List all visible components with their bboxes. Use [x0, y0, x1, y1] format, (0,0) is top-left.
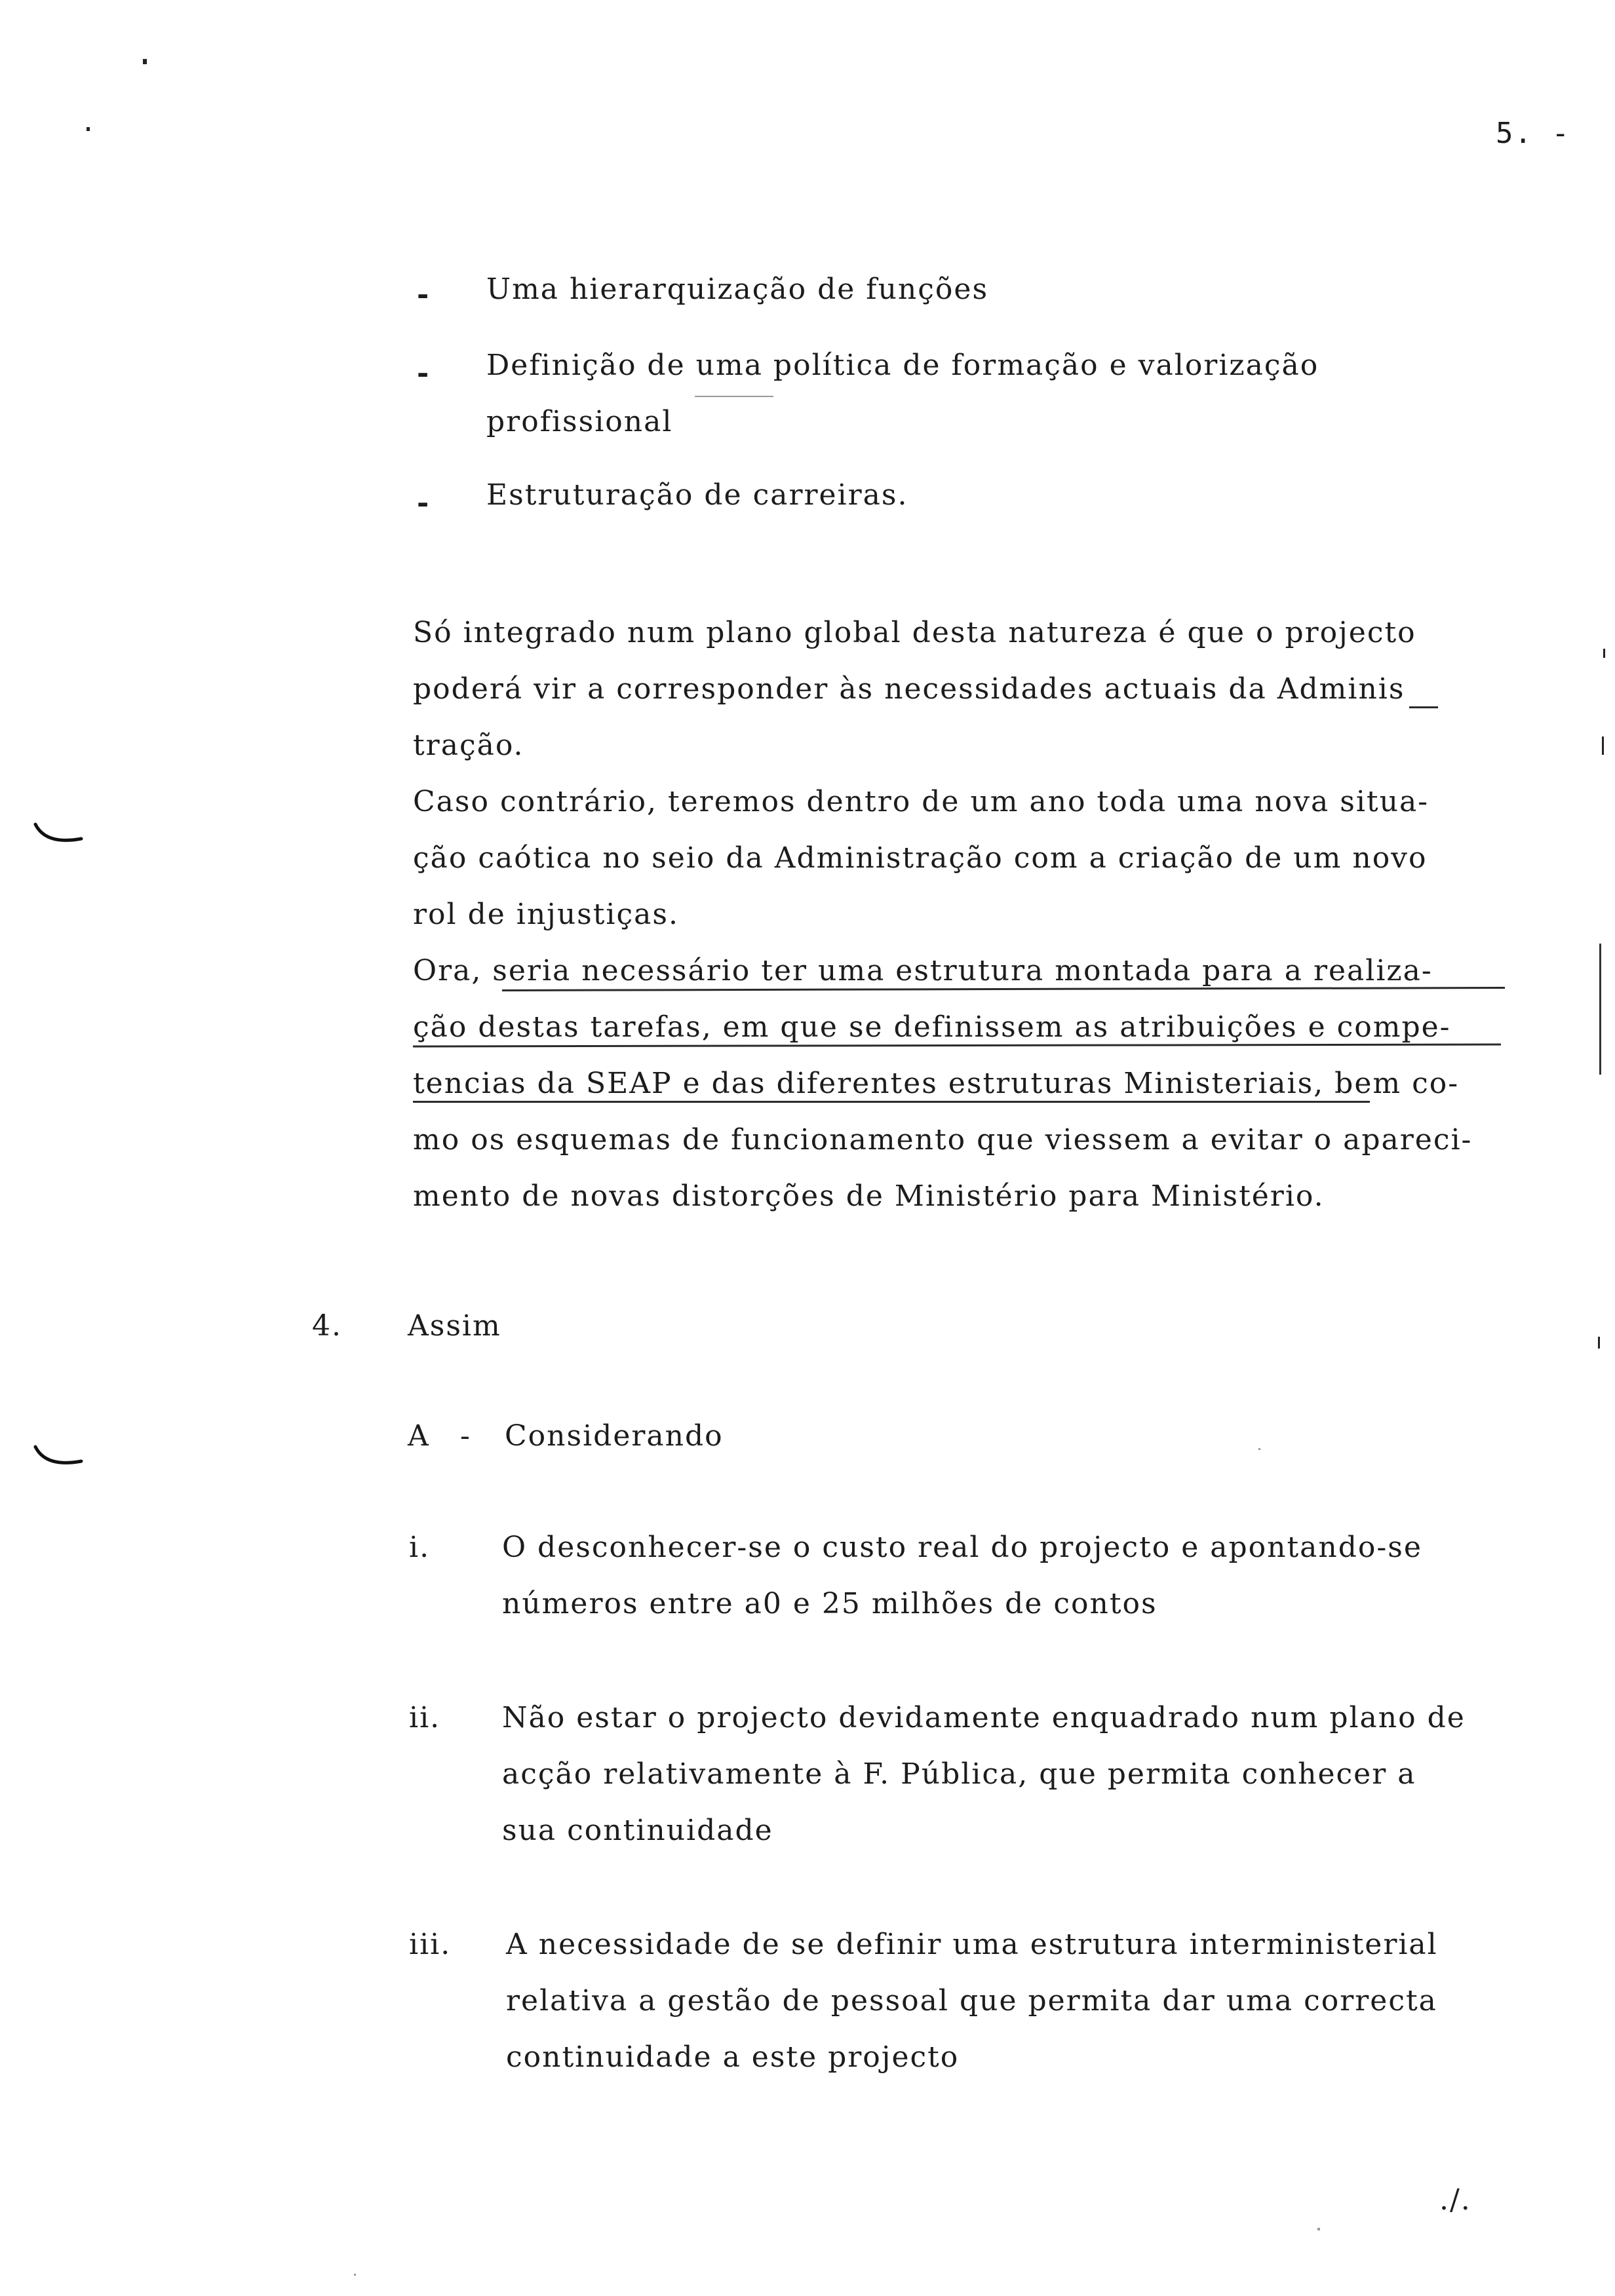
item-text: acção relativamente à F. Pública, que permita conhecer a [502, 1757, 1416, 1791]
speck-mark [143, 59, 147, 64]
item-numeral: i. [409, 1531, 431, 1564]
bullet-text: Definição de uma política de formação e valorização [486, 349, 1319, 382]
sub-letter: A [408, 1419, 430, 1453]
paragraph-line: ção caótica no seio da Administração com a criação de um novo [413, 841, 1428, 875]
handwritten-underline [1409, 706, 1438, 708]
paragraph-line: ção destas tarefas, em que se definissem as atribuições e compe- [413, 1010, 1451, 1044]
sub-dash: - [460, 1419, 471, 1453]
margin-mark [1598, 1337, 1600, 1349]
faint-mark [1258, 1448, 1260, 1450]
bullet-dash: - [417, 356, 429, 390]
paragraph-line: rol de injustiças. [413, 898, 679, 931]
bullet-text: Estruturação de carreiras. [486, 478, 908, 512]
paragraph-line: tencias da SEAP e das diferentes estruturas Ministeriais, bem co- [413, 1067, 1460, 1100]
faint-mark [695, 396, 773, 397]
item-text: O desconhecer-se o custo real do projecto e apontando-se [502, 1531, 1422, 1564]
paragraph-line: Caso contrário, teremos dentro de um ano toda uma nova situa- [413, 785, 1430, 818]
page-number: 5. - [1496, 117, 1570, 150]
bullet-dash: - [417, 278, 429, 311]
item-text: sua continuidade [502, 1814, 773, 1847]
handwritten-underline [413, 1101, 1370, 1103]
margin-mark [1603, 649, 1605, 658]
margin-bracket [33, 1442, 85, 1474]
speck-mark [87, 127, 90, 131]
faint-mark [1317, 2228, 1320, 2230]
continuation-mark: ./. [1439, 2183, 1471, 2217]
bullet-text: Uma hierarquização de funções [486, 273, 989, 306]
paragraph-line: Ora, seria necessário ter uma estrutura montada para a realiza- [413, 954, 1433, 987]
paragraph-line: poderá vir a corresponder às necessidades actuais da Adminis [413, 672, 1405, 706]
section-heading: Assim [408, 1309, 501, 1343]
item-numeral: ii. [409, 1701, 441, 1734]
paragraph-line: Só integrado num plano global desta natureza é que o projecto [413, 616, 1416, 649]
item-text: A necessidade de se definir uma estrutura interministerial [506, 1928, 1438, 1961]
item-text: Não estar o projecto devidamente enquadrado num plano de [502, 1701, 1466, 1734]
handwritten-underline [413, 1044, 1501, 1048]
paragraph-line: mo os esquemas de funcionamento que viessem a evitar o apareci- [413, 1123, 1473, 1157]
sub-heading: Considerando [505, 1419, 724, 1453]
margin-bracket [33, 819, 85, 852]
item-text: relativa a gestão de pessoal que permita dar uma correcta [506, 1984, 1437, 2018]
bullet-dash: - [417, 486, 429, 520]
paragraph-line: tração. [413, 729, 524, 762]
item-numeral: iii. [409, 1928, 452, 1961]
item-text: continuidade a este projecto [506, 2040, 960, 2074]
section-number: 4. [312, 1309, 342, 1343]
paragraph-line: mento de novas distorções de Ministério para Ministério. [413, 1179, 1325, 1213]
handwritten-underline [502, 987, 1505, 991]
bullet-text: profissional [486, 405, 673, 438]
faint-mark [354, 2274, 356, 2276]
margin-mark [1602, 737, 1604, 755]
item-text: números entre a0 e 25 milhões de contos [502, 1587, 1158, 1620]
margin-mark [1599, 944, 1601, 1075]
